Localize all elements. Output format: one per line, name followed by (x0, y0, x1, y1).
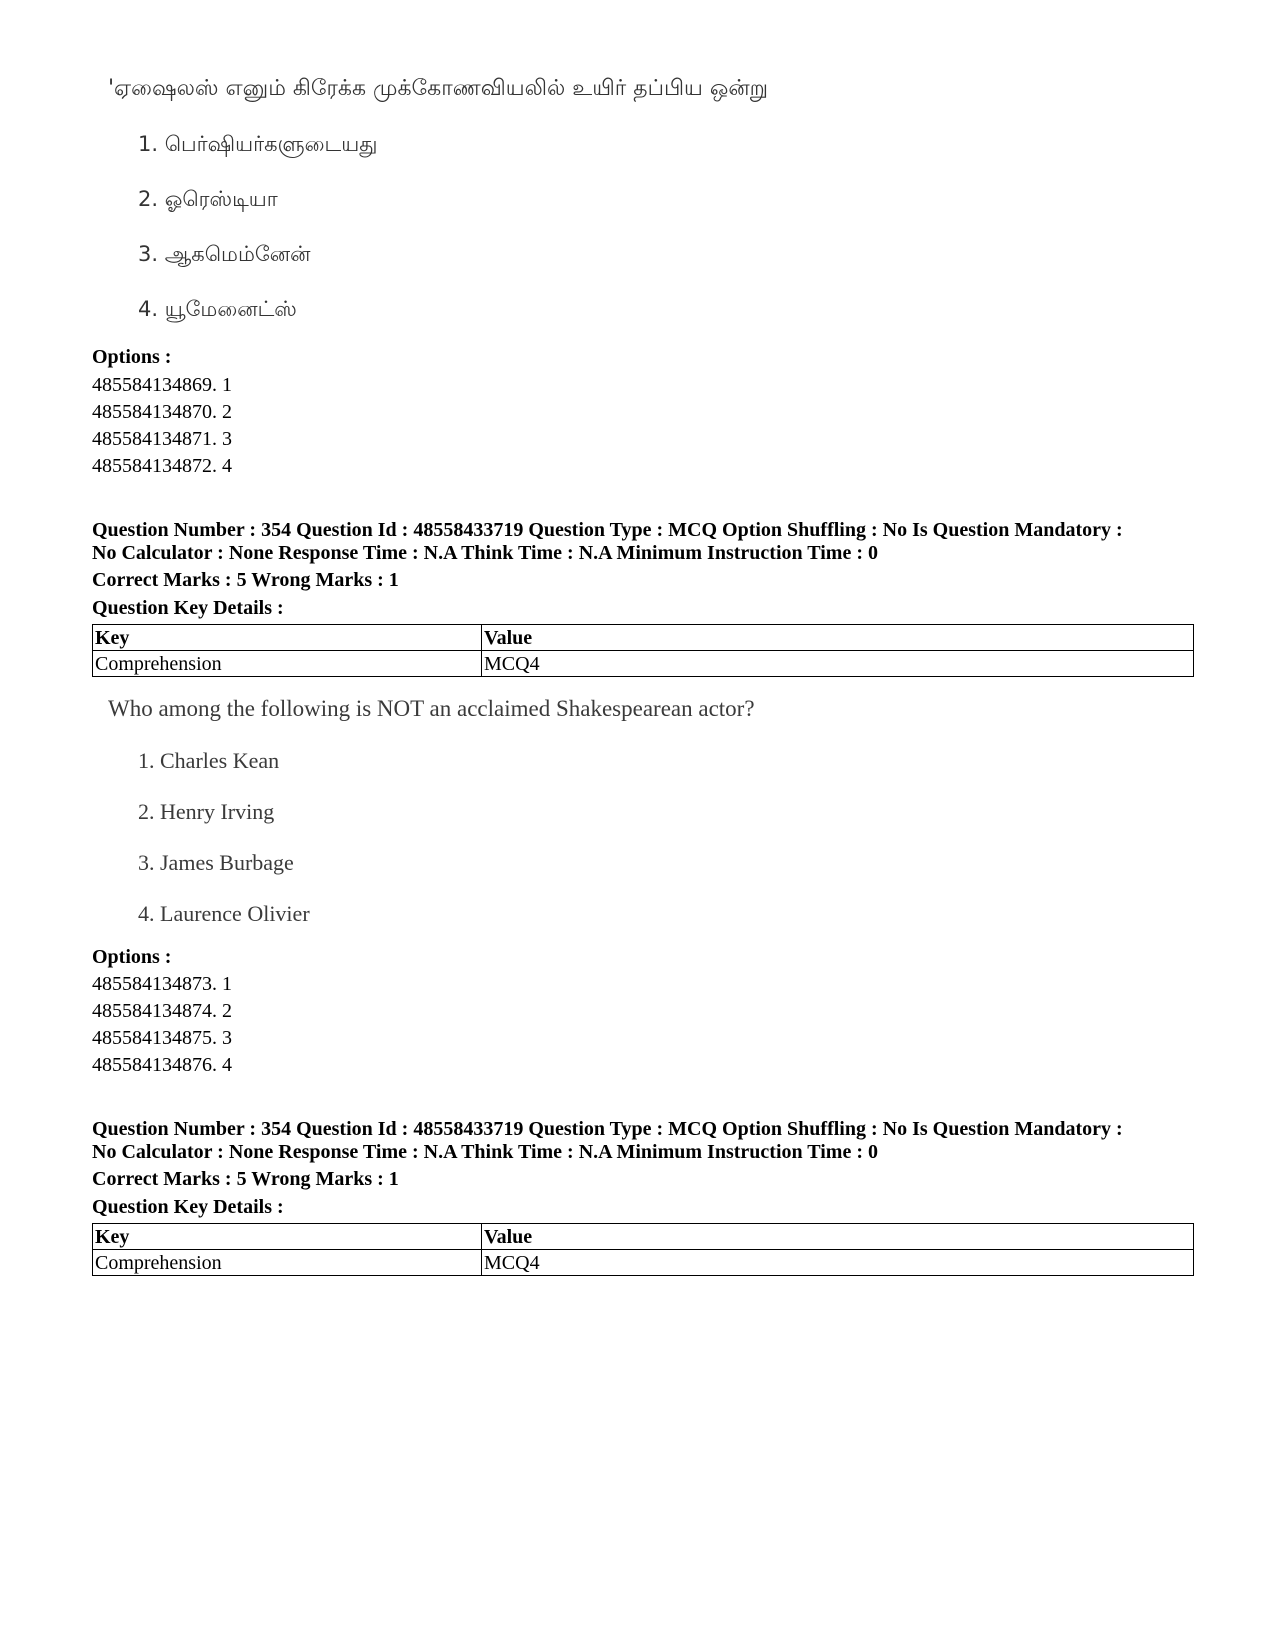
option-line: 485584134871. 3 (92, 428, 232, 450)
choice-item: 4. யூமேனைட்ஸ் (138, 297, 297, 321)
option-line: 485584134876. 4 (92, 1054, 232, 1076)
table-header-cell: Key (93, 625, 482, 651)
options-label: Options : (92, 946, 172, 968)
table-row (93, 1250, 1194, 1276)
choice-item: 2. ஓரெஸ்டியா (138, 187, 278, 211)
choice-item: 3. James Burbage (138, 850, 294, 875)
choice-item: 1. பெர்ஷியர்களுடையது (138, 132, 378, 156)
key-value-table (92, 1223, 1194, 1276)
option-line: 485584134869. 1 (92, 374, 232, 396)
option-line: 485584134870. 2 (92, 401, 232, 423)
choice-item: 4. Laurence Olivier (138, 901, 310, 926)
question-text: 'ஏஷைலஸ் எனும் கிரேக்க முக்கோணவியலில் உயிர் தப்பிய ஒன்று (108, 76, 769, 101)
table-header-row (93, 625, 1194, 651)
table-header-row (93, 1224, 1194, 1250)
option-line: 485584134875. 3 (92, 1027, 232, 1049)
question-meta-line: Question Number : 354 Question Id : 48558433719 Question Type : MCQ Option Shuffling : No Is Question Mandatory : (92, 519, 1123, 541)
table-cell: MCQ4 (482, 1250, 1194, 1276)
table-header-cell: Value (482, 625, 1194, 651)
options-label: Options : (92, 346, 172, 368)
table-cell: MCQ4 (482, 651, 1194, 677)
marks-line: Correct Marks : 5 Wrong Marks : 1 (92, 1168, 399, 1190)
table-row (93, 651, 1194, 677)
choice-item: 2. Henry Irving (138, 799, 275, 824)
question-meta-line: Question Number : 354 Question Id : 48558433719 Question Type : MCQ Option Shuffling : No Is Question Mandatory : (92, 1118, 1123, 1140)
choice-item: 1. Charles Kean (138, 748, 280, 773)
choice-item: 3. ஆகமெம்னேன் (138, 242, 311, 266)
table-header-cell: Key (93, 1224, 482, 1250)
option-line: 485584134873. 1 (92, 973, 232, 995)
key-details-label: Question Key Details : (92, 1196, 284, 1218)
question-meta-line: No Calculator : None Response Time : N.A Think Time : N.A Minimum Instruction Time : 0 (92, 1141, 878, 1163)
table-cell: Comprehension (93, 651, 482, 677)
table-cell: Comprehension (93, 1250, 482, 1276)
option-line: 485584134874. 2 (92, 1000, 232, 1022)
question-meta-line: No Calculator : None Response Time : N.A Think Time : N.A Minimum Instruction Time : 0 (92, 542, 878, 564)
key-details-label: Question Key Details : (92, 597, 284, 619)
option-line: 485584134872. 4 (92, 455, 232, 477)
key-value-table (92, 624, 1194, 677)
table-header-cell: Value (482, 1224, 1194, 1250)
marks-line: Correct Marks : 5 Wrong Marks : 1 (92, 569, 399, 591)
question-text: Who among the following is NOT an acclaimed Shakespearean actor? (108, 696, 755, 721)
